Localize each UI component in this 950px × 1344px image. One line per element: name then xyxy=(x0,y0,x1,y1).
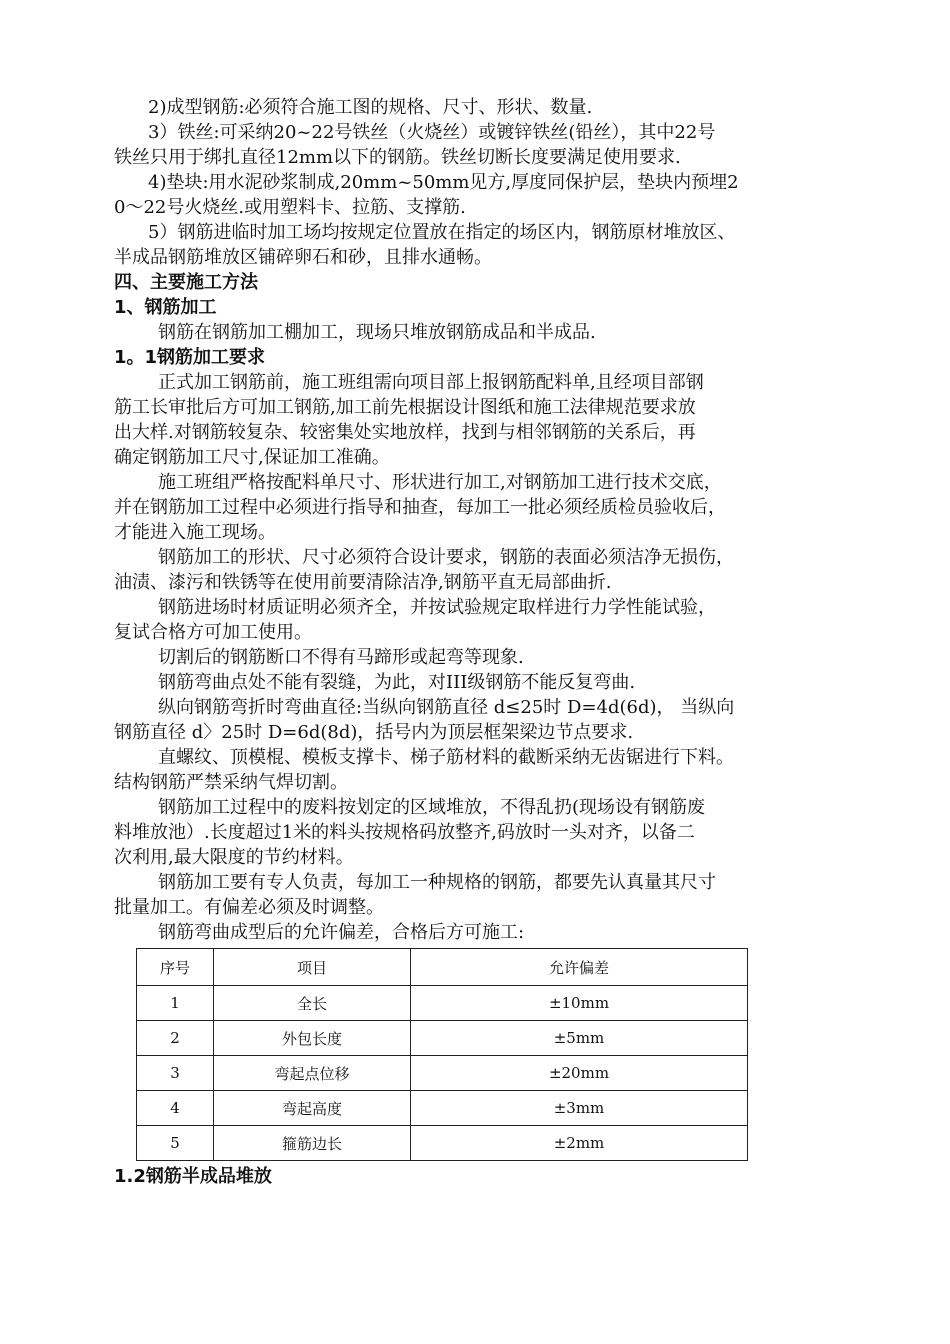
table-cell: 3 xyxy=(137,1056,214,1091)
text-line: 直螺纹、顶模棍、模板支撑卡、梯子筋材料的截断采纳无齿锯进行下料。 xyxy=(158,747,734,768)
text-line: 复试合格方可加工使用。 xyxy=(114,622,312,643)
table-cell: 2 xyxy=(137,1021,214,1056)
section-heading: 1。1钢筋加工要求 xyxy=(114,347,266,368)
text-line: 钢筋弯曲点处不能有裂缝，为此，对III级钢筋不能反复弯曲. xyxy=(158,672,636,693)
text-line: 正式加工钢筋前，施工班组需向项目部上报钢筋配料单,且经项目部钢 xyxy=(158,372,704,393)
document-page xyxy=(114,95,866,1189)
table-cell: ±20mm xyxy=(411,1056,748,1091)
text-line: 钢筋加工要有专人负责，每加工一种规格的钢筋，都要先认真量其尺寸 xyxy=(158,872,716,893)
text-line: 铁丝只用于绑扎直径12mm以下的钢筋。铁丝切断长度要满足使用要求. xyxy=(114,147,681,168)
text-line: 钢筋进场时材质证明必须齐全，并按试验规定取样进行力学性能试验， xyxy=(158,597,716,618)
table-row xyxy=(137,1056,748,1091)
text-line: 结构钢筋严禁采纳气焊切割。 xyxy=(114,772,348,793)
text-line: 油渍、漆污和铁锈等在使用前要清除洁净,钢筋平直无局部曲折. xyxy=(114,572,612,593)
text-line: 钢筋弯曲成型后的允许偏差，合格后方可施工: xyxy=(158,922,525,943)
text-line: 4)垫块:用水泥砂浆制成,20mm~50mm见方,厚度同保护层，垫块内预埋2 xyxy=(148,172,739,193)
table-cell: 5 xyxy=(137,1126,214,1161)
table-header-cell: 项目 xyxy=(214,949,411,986)
text-line: 钢筋直径 d〉25时 D=6d(8d)，括号内为顶层框架梁边节点要求. xyxy=(114,722,634,743)
table-cell: 4 xyxy=(137,1091,214,1126)
text-line: 料堆放池）.长度超过1米的料头按规格码放整齐,码放时一头对齐，以备二 xyxy=(114,822,695,843)
section-heading: 1.2钢筋半成品堆放 xyxy=(114,1166,272,1187)
table-cell: ±5mm xyxy=(411,1021,748,1056)
text-line: 切割后的钢筋断口不得有马蹄形或起弯等现象. xyxy=(158,647,524,668)
table-row xyxy=(137,1091,748,1126)
table-row xyxy=(137,1021,748,1056)
text-line: 0～22号火烧丝.或用塑料卡、拉筋、支撑筋. xyxy=(114,197,466,218)
text-line: 5）钢筋进临时加工场均按规定位置放在指定的场区内，钢筋原材堆放区、 xyxy=(148,222,736,243)
text-line: 施工班组严格按配料单尺寸、形状进行加工,对钢筋加工进行技术交底， xyxy=(158,472,722,493)
table-header-cell: 允许偏差 xyxy=(411,949,748,986)
text-line: 次利用,最大限度的节约材料。 xyxy=(114,847,354,868)
text-line: 批量加工。有偏差必须及时调整。 xyxy=(114,897,384,918)
text-line: 钢筋加工过程中的废料按划定的区域堆放，不得乱扔(现场设有钢筋废 xyxy=(158,797,706,818)
text-line: 3）铁丝:可采纳20~22号铁丝（火烧丝）或镀锌铁丝(铅丝），其中22号 xyxy=(148,122,716,143)
text-line: 出大样.对钢筋较复杂、较密集处实地放样，找到与相邻钢筋的关系后，再 xyxy=(114,422,696,443)
text-line: 钢筋在钢筋加工棚加工，现场只堆放钢筋成品和半成品. xyxy=(158,322,596,343)
text-line: 才能进入施工现场。 xyxy=(114,522,276,543)
text-line: 确定钢筋加工尺寸,保证加工准确。 xyxy=(114,447,390,468)
table-row xyxy=(137,1126,748,1161)
section-heading: 1、钢筋加工 xyxy=(114,297,217,318)
text-line: 筋工长审批后方可加工钢筋,加工前先根据设计图纸和施工法律规范要求放 xyxy=(114,397,696,418)
text-line: 2)成型钢筋:必须符合施工图的规格、尺寸、形状、数量. xyxy=(148,97,593,118)
table-cell: 外包长度 xyxy=(214,1021,411,1056)
table-cell: 1 xyxy=(137,986,214,1021)
table-cell: 全长 xyxy=(214,986,411,1021)
table-cell: ±2mm xyxy=(411,1126,748,1161)
table-cell: 弯起点位移 xyxy=(214,1056,411,1091)
section-heading: 四、主要施工方法 xyxy=(114,272,258,293)
document-body xyxy=(114,95,866,945)
table-cell: 弯起高度 xyxy=(214,1091,411,1126)
text-line: 纵向钢筋弯折时弯曲直径:当纵向钢筋直径 d≤25时 D=4d(6d)， 当纵向 xyxy=(158,697,735,718)
text-line: 半成品钢筋堆放区铺碎卵石和砂，且排水通畅。 xyxy=(114,247,492,268)
deviation-table xyxy=(136,948,748,1161)
table-cell: ±3mm xyxy=(411,1091,748,1126)
table-header-row xyxy=(137,949,748,986)
table-cell: ±10mm xyxy=(411,986,748,1021)
table-body xyxy=(137,986,748,1161)
text-line: 钢筋加工的形状、尺寸必须符合设计要求，钢筋的表面必须洁净无损伤， xyxy=(158,547,734,568)
text-line: 并在钢筋加工过程中必须进行指导和抽查，每加工一批必须经质检员验收后， xyxy=(114,497,726,518)
table-header-cell: 序号 xyxy=(137,949,214,986)
table-cell: 箍筋边长 xyxy=(214,1126,411,1161)
table-row xyxy=(137,986,748,1021)
